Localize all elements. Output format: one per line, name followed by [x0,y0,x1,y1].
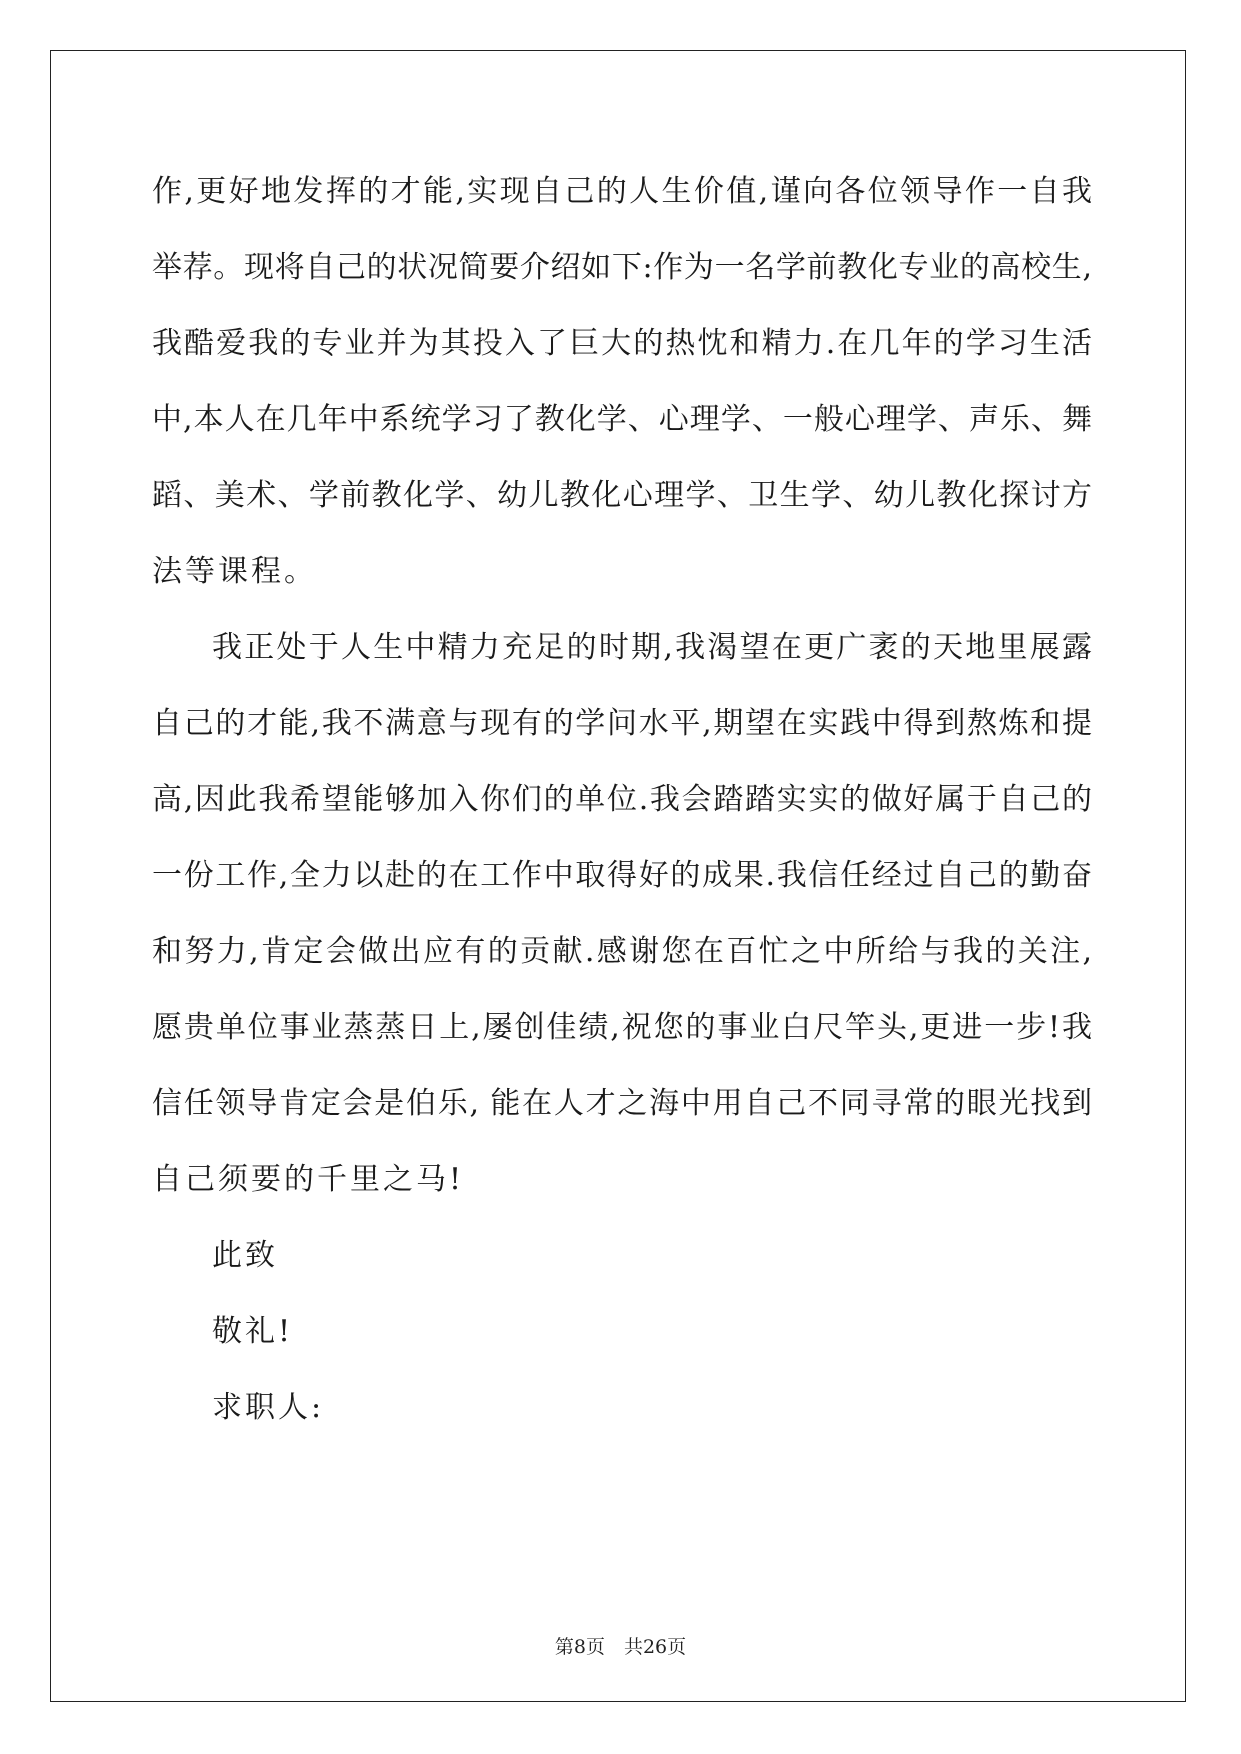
body-line: 自己须要的千里之马! [152,1162,465,1197]
signature-label: 求职人: [212,1390,325,1425]
page-number: 第8页 共26页 [554,1636,687,1658]
body-line: 举荐。现将自己的状况简要介绍如下:作为一名学前教化专业的高校生, [152,250,1092,285]
body-line: 愿贵单位事业蒸蒸日上,屡创佳绩,祝您的事业白尺竿头,更进一步!我 [152,1010,1092,1045]
paragraph-first-line: 我正处于人生中精力充足的时期,我渴望在更广袤的天地里展露 [212,630,1092,665]
body-line: 蹈、美术、学前教化学、幼儿教化心理学、卫生学、幼儿教化探讨方 [152,478,1092,513]
body-line: 自己的才能,我不满意与现有的学问水平,期望在实践中得到熬炼和提 [152,706,1092,741]
body-line: 高,因此我希望能够加入你们的单位.我会踏踏实实的做好属于自己的 [152,782,1092,817]
body-line: 我酷爱我的专业并为其投入了巨大的热忱和精力.在几年的学习生活 [152,326,1092,361]
body-line: 信任领导肯定会是伯乐, 能在人才之海中用自己不同寻常的眼光找到 [152,1086,1092,1121]
body-line: 中,本人在几年中系统学习了教化学、心理学、一般心理学、声乐、舞 [152,402,1092,437]
body-line: 法等课程。 [152,554,317,589]
body-line: 一份工作,全力以赴的在工作中取得好的成果.我信任经过自己的勤奋 [152,858,1092,893]
body-line: 和努力,肯定会做出应有的贡献.感谢您在百忙之中所给与我的关注, [152,934,1092,969]
body-line: 作,更好地发挥的才能,实现自己的人生价值,谨向各位领导作一自我 [152,174,1092,209]
closing-regards: 敬礼! [212,1314,294,1349]
closing-salutation: 此致 [212,1238,278,1273]
